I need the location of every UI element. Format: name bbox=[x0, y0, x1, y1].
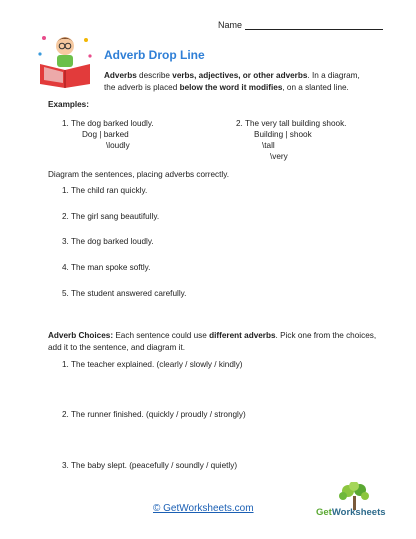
copyright-link[interactable]: © GetWorksheets.com bbox=[153, 503, 254, 514]
choice-item: 1. The teacher explained. (clearly / slowly / kindly) bbox=[62, 360, 243, 369]
logo-text-worksheets: Worksheets bbox=[331, 507, 386, 518]
intro-emphasis: verbs, adjectives, or other adverbs bbox=[172, 71, 308, 80]
page-title: Adverb Drop Line bbox=[104, 48, 205, 62]
intro-paragraph bbox=[104, 70, 370, 94]
choice-item: 3. The baby slept. (peacefully / soundly / quietly) bbox=[62, 461, 238, 470]
example-1 bbox=[62, 118, 154, 151]
choices-text: . Pick one from the choices, add it to the sentence, and diagram it. bbox=[48, 331, 377, 352]
diagram-line: \loudly bbox=[106, 141, 130, 150]
sentence-item: 5. The student answered carefully. bbox=[62, 289, 187, 298]
logo-text-get: Get bbox=[316, 507, 332, 518]
choice-item: 2. The runner finished. (quickly / proudly / strongly) bbox=[62, 410, 246, 419]
examples-heading: Examples: bbox=[48, 100, 89, 109]
name-field[interactable] bbox=[218, 20, 383, 30]
sentence-item: 2. The girl sang beautifully. bbox=[62, 212, 160, 221]
sentence-item: 3. The dog barked loudly. bbox=[62, 237, 154, 246]
diagram-line: Dog | barked bbox=[82, 130, 129, 139]
choices-emphasis: different adverbs bbox=[209, 331, 276, 340]
intro-term: Adverbs bbox=[104, 71, 137, 80]
reading-kid-illustration bbox=[34, 30, 96, 88]
instructions: Diagram the sentences, placing adverbs correctly. bbox=[48, 170, 229, 179]
tree-logo-icon bbox=[310, 482, 400, 527]
example-sentence: 2. The very tall building shook. bbox=[236, 119, 347, 128]
sentence-item: 1. The child ran quickly. bbox=[62, 186, 148, 195]
adverb-choices-paragraph bbox=[48, 330, 378, 354]
example-sentence: 1. The dog barked loudly. bbox=[62, 119, 154, 128]
intro-text: , on a slanted line. bbox=[282, 83, 349, 92]
choices-label: Adverb Choices: bbox=[48, 331, 114, 340]
diagram-line: Building | shook bbox=[254, 130, 312, 139]
sentence-item: 4. The man spoke softly. bbox=[62, 263, 151, 272]
intro-emphasis: below the word it modifies bbox=[179, 83, 283, 92]
diagram-line: \tall bbox=[262, 141, 275, 150]
getworksheets-logo bbox=[316, 507, 386, 518]
diagram-line: \very bbox=[270, 152, 288, 161]
example-2 bbox=[236, 118, 346, 162]
name-blank[interactable] bbox=[245, 29, 383, 30]
choices-text: Each sentence could use bbox=[113, 331, 210, 340]
intro-text: describe bbox=[136, 71, 173, 80]
intro-text: . In a diagram, the adverb is placed bbox=[104, 71, 360, 92]
name-label: Name bbox=[218, 20, 243, 30]
